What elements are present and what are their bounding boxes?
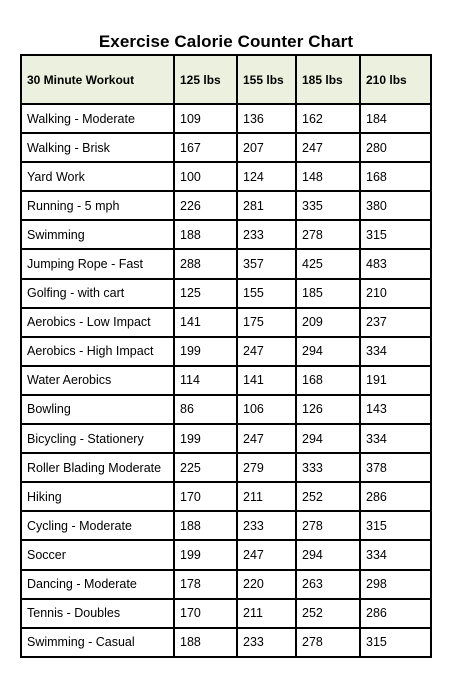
cal-185-cell: 252	[296, 599, 360, 628]
cal-125-cell: 188	[174, 220, 237, 249]
table-row	[21, 162, 431, 191]
table-row	[21, 570, 431, 599]
workout-cell: Roller Blading Moderate	[21, 453, 174, 482]
cal-155-cell: 211	[237, 599, 296, 628]
cal-125-cell: 86	[174, 395, 237, 424]
cal-125-cell: 199	[174, 540, 237, 569]
workout-cell: Yard Work	[21, 162, 174, 191]
cal-125-cell: 109	[174, 104, 237, 133]
cal-185-cell: 168	[296, 366, 360, 395]
cal-185-cell: 278	[296, 220, 360, 249]
cal-125-cell: 178	[174, 570, 237, 599]
cal-185-cell: 278	[296, 511, 360, 540]
cal-125-cell: 199	[174, 337, 237, 366]
cal-210-cell: 143	[360, 395, 431, 424]
table-row	[21, 540, 431, 569]
cal-155-cell: 124	[237, 162, 296, 191]
cal-185-cell: 294	[296, 540, 360, 569]
workout-cell: Water Aerobics	[21, 366, 174, 395]
cal-210-cell: 334	[360, 540, 431, 569]
table-row	[21, 104, 431, 133]
cal-125-cell: 125	[174, 279, 237, 308]
cal-125-cell: 170	[174, 482, 237, 511]
table-row	[21, 279, 431, 308]
cal-185-cell: 162	[296, 104, 360, 133]
header-210-lbs: 210 lbs	[360, 55, 431, 104]
workout-cell: Golfing - with cart	[21, 279, 174, 308]
workout-cell: Aerobics - Low Impact	[21, 308, 174, 337]
table-row	[21, 424, 431, 453]
table-row	[21, 628, 431, 657]
cal-125-cell: 141	[174, 308, 237, 337]
cal-155-cell: 106	[237, 395, 296, 424]
cal-155-cell: 281	[237, 191, 296, 220]
cal-155-cell: 357	[237, 249, 296, 278]
cal-155-cell: 247	[237, 424, 296, 453]
cal-185-cell: 333	[296, 453, 360, 482]
header-workout: 30 Minute Workout	[21, 55, 174, 104]
cal-210-cell: 315	[360, 220, 431, 249]
workout-cell: Hiking	[21, 482, 174, 511]
cal-210-cell: 286	[360, 482, 431, 511]
cal-210-cell: 378	[360, 453, 431, 482]
cal-185-cell: 209	[296, 308, 360, 337]
calorie-table	[20, 54, 432, 658]
workout-cell: Tennis - Doubles	[21, 599, 174, 628]
cal-185-cell: 185	[296, 279, 360, 308]
header-185-lbs: 185 lbs	[296, 55, 360, 104]
cal-210-cell: 315	[360, 511, 431, 540]
table-row	[21, 511, 431, 540]
workout-cell: Soccer	[21, 540, 174, 569]
workout-cell: Cycling - Moderate	[21, 511, 174, 540]
cal-125-cell: 188	[174, 511, 237, 540]
cal-185-cell: 263	[296, 570, 360, 599]
cal-210-cell: 315	[360, 628, 431, 657]
cal-210-cell: 334	[360, 424, 431, 453]
workout-cell: Swimming	[21, 220, 174, 249]
cal-210-cell: 483	[360, 249, 431, 278]
cal-125-cell: 170	[174, 599, 237, 628]
header-155-lbs: 155 lbs	[237, 55, 296, 104]
header-row	[21, 55, 431, 104]
workout-cell: Aerobics - High Impact	[21, 337, 174, 366]
cal-125-cell: 225	[174, 453, 237, 482]
cal-155-cell: 136	[237, 104, 296, 133]
workout-cell: Bowling	[21, 395, 174, 424]
cal-185-cell: 278	[296, 628, 360, 657]
cal-155-cell: 279	[237, 453, 296, 482]
table-row	[21, 220, 431, 249]
table-row	[21, 191, 431, 220]
cal-155-cell: 207	[237, 133, 296, 162]
cal-155-cell: 211	[237, 482, 296, 511]
cal-210-cell: 210	[360, 279, 431, 308]
cal-155-cell: 247	[237, 337, 296, 366]
cal-185-cell: 148	[296, 162, 360, 191]
cal-210-cell: 298	[360, 570, 431, 599]
table-row	[21, 599, 431, 628]
cal-125-cell: 226	[174, 191, 237, 220]
cal-155-cell: 233	[237, 628, 296, 657]
cal-125-cell: 288	[174, 249, 237, 278]
cal-185-cell: 294	[296, 424, 360, 453]
cal-210-cell: 380	[360, 191, 431, 220]
table-row	[21, 482, 431, 511]
cal-185-cell: 294	[296, 337, 360, 366]
cal-185-cell: 252	[296, 482, 360, 511]
table-row	[21, 249, 431, 278]
header-125-lbs: 125 lbs	[174, 55, 237, 104]
cal-210-cell: 184	[360, 104, 431, 133]
workout-cell: Dancing - Moderate	[21, 570, 174, 599]
table-row	[21, 308, 431, 337]
cal-155-cell: 220	[237, 570, 296, 599]
cal-125-cell: 188	[174, 628, 237, 657]
table-row	[21, 366, 431, 395]
workout-cell: Bicycling - Stationery	[21, 424, 174, 453]
table-row	[21, 453, 431, 482]
cal-185-cell: 247	[296, 133, 360, 162]
cal-125-cell: 199	[174, 424, 237, 453]
table-header	[21, 55, 431, 104]
cal-155-cell: 141	[237, 366, 296, 395]
workout-cell: Swimming - Casual	[21, 628, 174, 657]
cal-155-cell: 233	[237, 220, 296, 249]
cal-210-cell: 168	[360, 162, 431, 191]
workout-cell: Walking - Moderate	[21, 104, 174, 133]
cal-185-cell: 425	[296, 249, 360, 278]
cal-125-cell: 100	[174, 162, 237, 191]
workout-cell: Walking - Brisk	[21, 133, 174, 162]
cal-155-cell: 233	[237, 511, 296, 540]
workout-cell: Running - 5 mph	[21, 191, 174, 220]
cal-125-cell: 167	[174, 133, 237, 162]
cal-210-cell: 286	[360, 599, 431, 628]
cal-210-cell: 280	[360, 133, 431, 162]
cal-185-cell: 126	[296, 395, 360, 424]
cal-210-cell: 237	[360, 308, 431, 337]
chart-title: Exercise Calorie Counter Chart	[98, 32, 354, 51]
table-body	[21, 104, 431, 657]
cal-125-cell: 114	[174, 366, 237, 395]
table-row	[21, 337, 431, 366]
cal-210-cell: 334	[360, 337, 431, 366]
table-row	[21, 395, 431, 424]
cal-155-cell: 155	[237, 279, 296, 308]
cal-185-cell: 335	[296, 191, 360, 220]
cal-155-cell: 247	[237, 540, 296, 569]
table-row	[21, 133, 431, 162]
workout-cell: Jumping Rope - Fast	[21, 249, 174, 278]
cal-210-cell: 191	[360, 366, 431, 395]
cal-155-cell: 175	[237, 308, 296, 337]
